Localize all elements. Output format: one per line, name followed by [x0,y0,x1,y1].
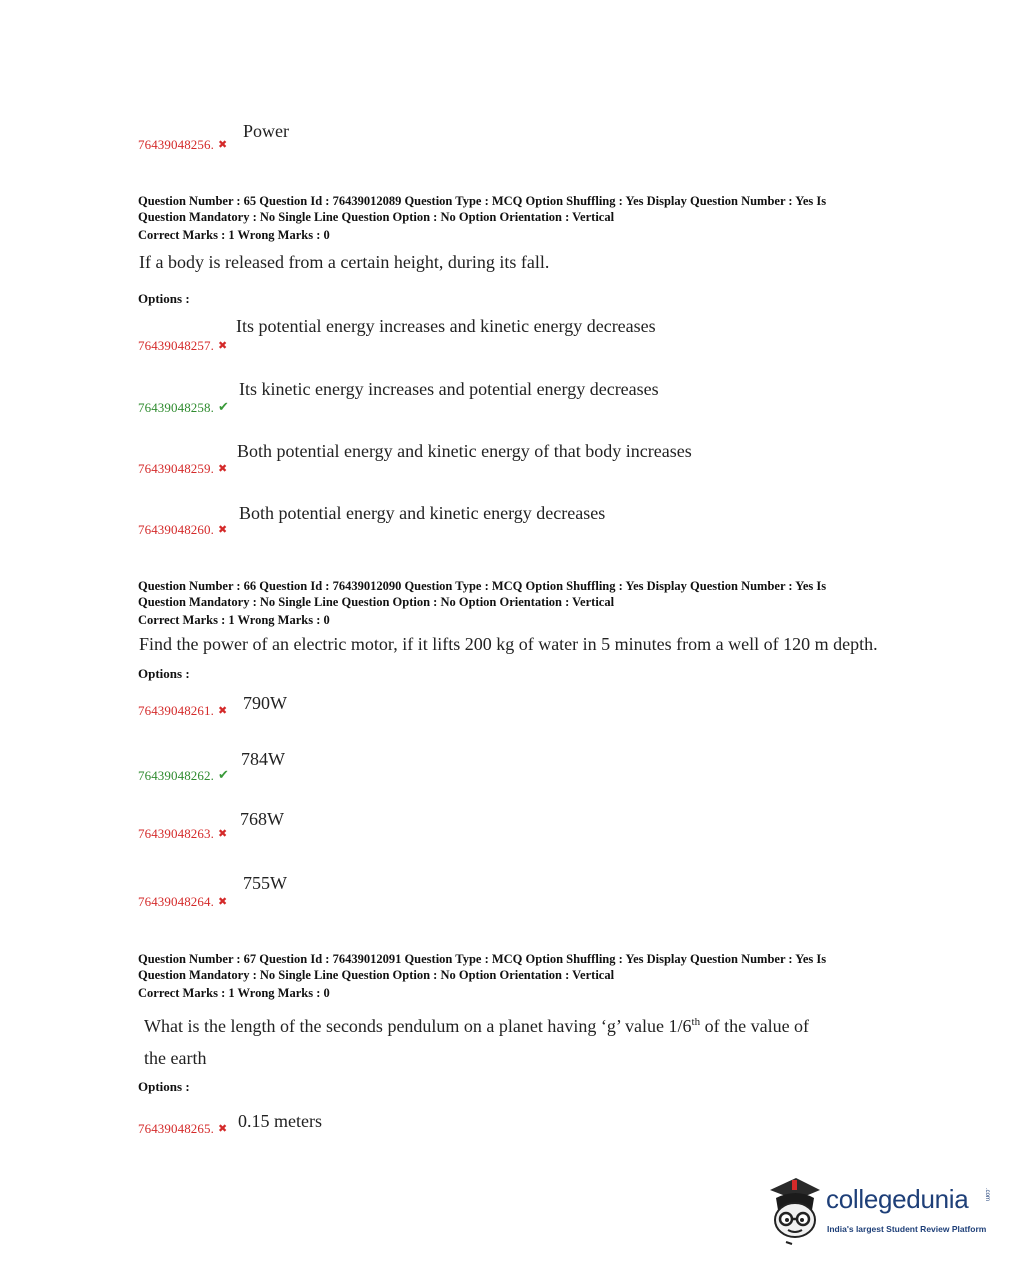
options-label: Options : [138,666,190,681]
option-id-label: 76439048260. [138,522,214,537]
question-text: If a body is released from a certain height, during its fall. [139,252,550,272]
option-text: 768W [240,809,284,829]
option-text: 0.15 meters [238,1111,322,1131]
option-text: 790W [243,693,287,713]
meta-line-1: Question Number : 67 Question Id : 76439012091 Question Type : MCQ Option Shuffling : Yes Display Question Number : Yes Is [138,952,827,966]
options-label: Options : [138,291,190,306]
option-text: Its potential energy increases and kinetic energy decreases [236,316,656,336]
option-text: Both potential energy and kinetic energy decreases [239,503,606,523]
logo-tagline: India's largest Student Review Platform [827,1224,987,1234]
option-id [138,894,227,910]
option-text: 755W [243,873,287,893]
cross-icon: ✖ [217,463,228,475]
option-id-label: 76439048259. [138,461,214,476]
option-text: Both potential energy and kinetic energy of that body increases [237,441,692,461]
option-text: Power [243,121,289,141]
question-meta [138,952,826,1002]
graduate-mascot-icon [766,1176,824,1246]
option-id [138,826,227,842]
options-label: Options : [138,1079,190,1094]
option-id [138,137,227,153]
option-id-label: 76439048258. [138,400,214,415]
cross-icon: ✖ [217,705,228,717]
option-id-label: 76439048263. [138,826,214,841]
meta-line-1: Question Number : 66 Question Id : 76439012090 Question Type : MCQ Option Shuffling : Yes Display Question Number : Yes Is [138,579,827,593]
logo-wordmark: collegedunia [826,1184,969,1214]
meta-line-2: Question Mandatory : No Single Line Question Option : No Option Orientation : Vertical [138,967,615,982]
cross-icon: ✖ [217,828,228,840]
cross-icon: ✖ [217,139,228,151]
option-id [138,767,229,784]
question-meta [138,579,826,629]
question-text [144,1016,809,1037]
option-id [138,338,227,354]
option-id [138,703,227,719]
option-id-label: 76439048262. [138,768,214,783]
question-text-part: of the value of [700,1016,810,1036]
check-icon: ✔ [217,399,229,414]
logo-com: .com [984,1188,990,1202]
meta-line-2: Question Mandatory : No Single Line Question Option : No Option Orientation : Vertical [138,209,615,224]
cross-icon: ✖ [217,524,228,536]
option-id-label: 76439048256. [138,137,214,152]
superscript: th [691,1016,701,1028]
marks-line: Correct Marks : 1 Wrong Marks : 0 [138,986,330,1000]
option-text: Its kinetic energy increases and potential energy decreases [239,379,659,399]
question-text-line-2: the earth [144,1048,207,1068]
meta-line-2: Question Mandatory : No Single Line Question Option : No Option Orientation : Vertical [138,594,615,609]
option-id-label: 76439048257. [138,338,214,353]
question-text: Find the power of an electric motor, if it lifts 200 kg of water in 5 minutes from a well of 120 m depth. [139,634,878,654]
cross-icon: ✖ [217,340,228,352]
marks-line: Correct Marks : 1 Wrong Marks : 0 [138,228,330,242]
option-text: 784W [241,749,285,769]
question-meta [138,194,826,244]
option-id [138,1121,227,1137]
option-id [138,399,229,416]
option-id [138,461,227,477]
meta-line-1: Question Number : 65 Question Id : 76439012089 Question Type : MCQ Option Shuffling : Yes Display Question Number : Yes Is [138,194,827,208]
option-id-label: 76439048264. [138,894,214,909]
question-text-part: What is the length of the seconds pendulum on a planet having ‘g’ value 1/6 [144,1016,692,1036]
option-id-label: 76439048261. [138,703,214,718]
marks-line: Correct Marks : 1 Wrong Marks : 0 [138,613,330,627]
cross-icon: ✖ [217,1123,228,1135]
cross-icon: ✖ [217,896,228,908]
collegedunia-logo [766,1176,996,1248]
option-id [138,522,227,538]
check-icon: ✔ [217,767,229,782]
option-id-label: 76439048265. [138,1121,214,1136]
